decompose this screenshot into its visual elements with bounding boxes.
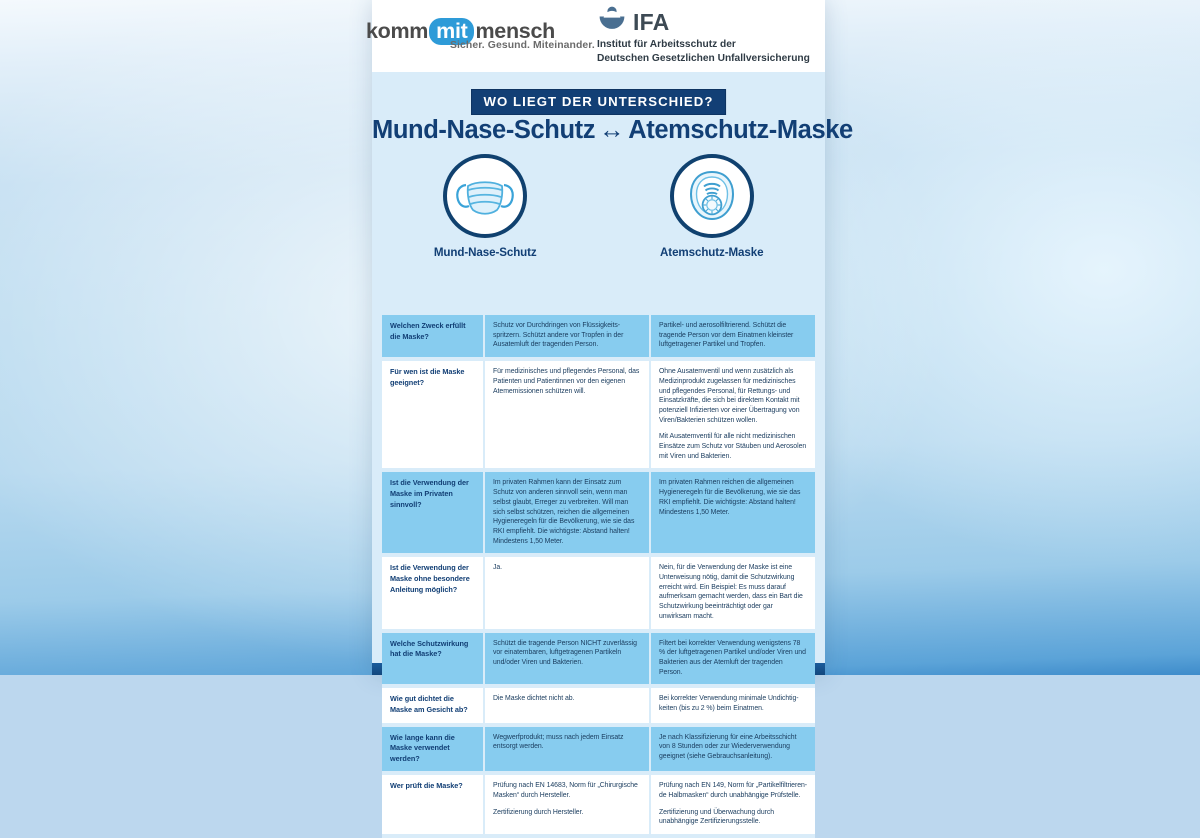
table-cell-mund-nase-schutz [483,688,649,722]
table-cell-mund-nase-schutz [483,315,649,357]
section-ribbon: WO LIEGT DER UNTERSCHIED? [471,89,727,115]
answer-paragraph: Die Maske dichtet nicht ab. [493,695,575,703]
table-row [382,472,815,553]
title-left: Mund-Nase-Schutz [372,116,596,144]
table-cell-atemschutz-maske [649,315,815,357]
mask-caption-surgical: Mund-Nase-Schutz [433,246,537,259]
answer-paragraph: Im privaten Rahmen kann der Einsatz zum Schutz von anderen sinnvoll sein, wenn man selbst glaubt, Erreger zu verbreiten. Will man sich selbst schützen, reichen die allgemeinen Hygieneregeln für die Bevölkerung, wie sie das RKI empfiehlt. Die wichtigste: Abstand halten! Mindestens 1,50 Meter. [493,479,635,545]
table-cell-atemschutz-maske [649,361,815,468]
kommmitmensch-claim: Sicher. Gesund. Miteinander. [450,40,595,51]
ifa-abbreviation: IFA [633,8,670,35]
kommmitmensch-pill-mit: mit [429,18,474,45]
kommmitmensch-part-mensch: mensch [475,19,555,43]
table-row [382,361,815,468]
answer-paragraph: Für medizinisches und pflegendes Personal, das Patienten und Patientinnen vor den eigenen Atememissionen schützen will. [493,368,640,395]
answer-paragraph: Partikel- und aerosolfiltrierend. Schützt die tragende Person vor dem Einatmen kleinster luftgetragener Partikel und Tropfen. [659,322,794,349]
respirator-mask-icon [670,154,754,238]
answer-paragraph: Bei korrekter Verwendung minimale Undichtig-keiten (bis zu 2 %) beim Einatmen. [659,695,799,713]
row-separator [382,834,815,838]
mask-icons-row [372,154,825,259]
surgical-mask-icon [443,154,527,238]
answer-paragraph: Prüfung nach EN 14683, Norm für „Chirurgische Masken“ durch Hersteller. [493,782,638,800]
table-cell-mund-nase-schutz [483,775,649,834]
answer-paragraph: Schutz vor Durchdringen von Flüssigkeits-spritzern. Schützt andere vor Tropfen in der Ausatemluft der tragenden Person. [493,322,624,349]
table-cell-atemschutz-maske [649,472,815,553]
bidirectional-arrow-icon: ↔ [599,116,625,144]
ifa-logo [597,6,810,66]
table-cell-mund-nase-schutz [483,472,649,553]
ifa-mark-icon [597,6,627,37]
answer-paragraph: Zertifizierung durch Hersteller. [493,808,584,816]
kommmitmensch-logo [366,18,595,51]
table-row [382,727,815,772]
poster-body [372,72,853,826]
answer-paragraph: Ohne Ausatemventil und wenn zusätzlich als Medizinprodukt zugelassen für medizinisches und pflegendes Personal, für Rettungs- und Einsatzkräfte, die sich bei direktem Kontakt mit potenziell Infizierten vor einer Übertragung von Viren/Bakterien schützen wollen. [659,368,800,424]
table-row [382,557,815,628]
mask-icon-cell-respirator [599,154,826,259]
infographic-poster [366,0,853,826]
table-cell-question [382,633,483,685]
table-cell-atemschutz-maske [649,557,815,628]
mask-icon-cell-surgical [372,154,599,259]
table-cell-atemschutz-maske [649,633,815,685]
title-right: Atemschutz-Maske [628,116,853,144]
answer-paragraph: Je nach Klassifizierung für eine Arbeitsschicht von 8 Stunden oder zur Wiederverwendung geeignet (siehe Gebrauchsanleitung). [659,733,797,760]
table-cell-question [382,472,483,553]
table-cell-question [382,557,483,628]
question-text: Für wen ist die Maske geeignet? [390,367,465,387]
answer-paragraph: Wegwerfprodukt; muss nach jedem Einsatz entsorgt werden. [493,733,624,751]
answer-paragraph: Im privaten Rahmen reichen die allgemeinen Hygieneregeln für die Bevölkerung, wie sie das RKI empfiehlt. Die wichtigste: Abstand halten! Mindestens 1,50 Meter. [659,479,801,516]
table-cell-atemschutz-maske [649,727,815,772]
question-text: Welche Schutzwirkung hat die Maske? [390,638,469,659]
answer-paragraph: Ja. [493,564,503,572]
question-text: Wie lange kann die Maske verwendet werden? [390,732,455,763]
table-cell-question [382,315,483,357]
question-text: Wie gut dichtet die Maske am Gesicht ab? [390,694,468,714]
table-cell-mund-nase-schutz [483,633,649,685]
logo-bar [366,0,825,72]
table-cell-atemschutz-maske [649,775,815,834]
answer-paragraph: Mit Ausatemventil für alle nicht medizinischen Einsätze zum Schutz vor Stäuben und Aerosolen mit Viren und Bakterien. [659,433,807,460]
kommmitmensch-part-komm: komm [366,19,429,43]
comparison-table [382,315,815,838]
table-row [382,775,815,834]
question-text: Ist die Verwendung der Maske im Privaten sinnvoll? [390,478,469,509]
table-cell-mund-nase-schutz [483,361,649,468]
ifa-subtitle-line1: Institut für Arbeitsschutz der [597,39,736,50]
ifa-subtitle-line2: Deutschen Gesetzlichen Unfallversicherung [597,53,810,65]
table-cell-question [382,727,483,772]
answer-paragraph: Nein, für die Verwendung der Maske ist eine Unterweisung nötig, damit die Schutzwirkung erreicht wird. Ein Beispiel: Es muss darauf aufmerksam gemacht werden, dass ein Bart die Schutzwirkung beeinträchtigt oder gar unwirksam macht. [659,564,803,620]
table-cell-mund-nase-schutz [483,557,649,628]
table-cell-question [382,688,483,722]
page-title [372,116,853,145]
table-row [382,633,815,685]
answer-paragraph: Filtert bei korrekter Verwendung wenigstens 78 % der luftgetragenen Partikel und/oder Viren und Bakterien aus der Atemluft der tragenden Person. [659,639,806,676]
question-text: Welchen Zweck erfüllt die Maske? [390,321,466,341]
answer-paragraph: Zertifizierung und Überwachung durch unabhängige Zertifizierungsstelle. [659,808,775,826]
table-row [382,688,815,722]
question-text: Wer prüft die Maske? [390,781,463,791]
table-row [382,315,815,357]
question-text: Ist die Verwendung der Maske ohne besondere Anleitung möglich? [390,563,470,594]
table-cell-atemschutz-maske [649,688,815,722]
answer-paragraph: Schützt die tragende Person NICHT zuverlässig vor einatembaren, luftgetragenen Partikeln und/oder Viren und Bakterien. [493,639,637,666]
mask-caption-respirator: Atemschutz-Maske [660,246,764,259]
answer-paragraph: Prüfung nach EN 149, Norm für „Partikelfiltrieren-de Halbmasken“ durch unabhängige Prüfstelle. [659,782,808,800]
table-cell-question [382,775,483,834]
table-cell-question [382,361,483,468]
table-cell-mund-nase-schutz [483,727,649,772]
